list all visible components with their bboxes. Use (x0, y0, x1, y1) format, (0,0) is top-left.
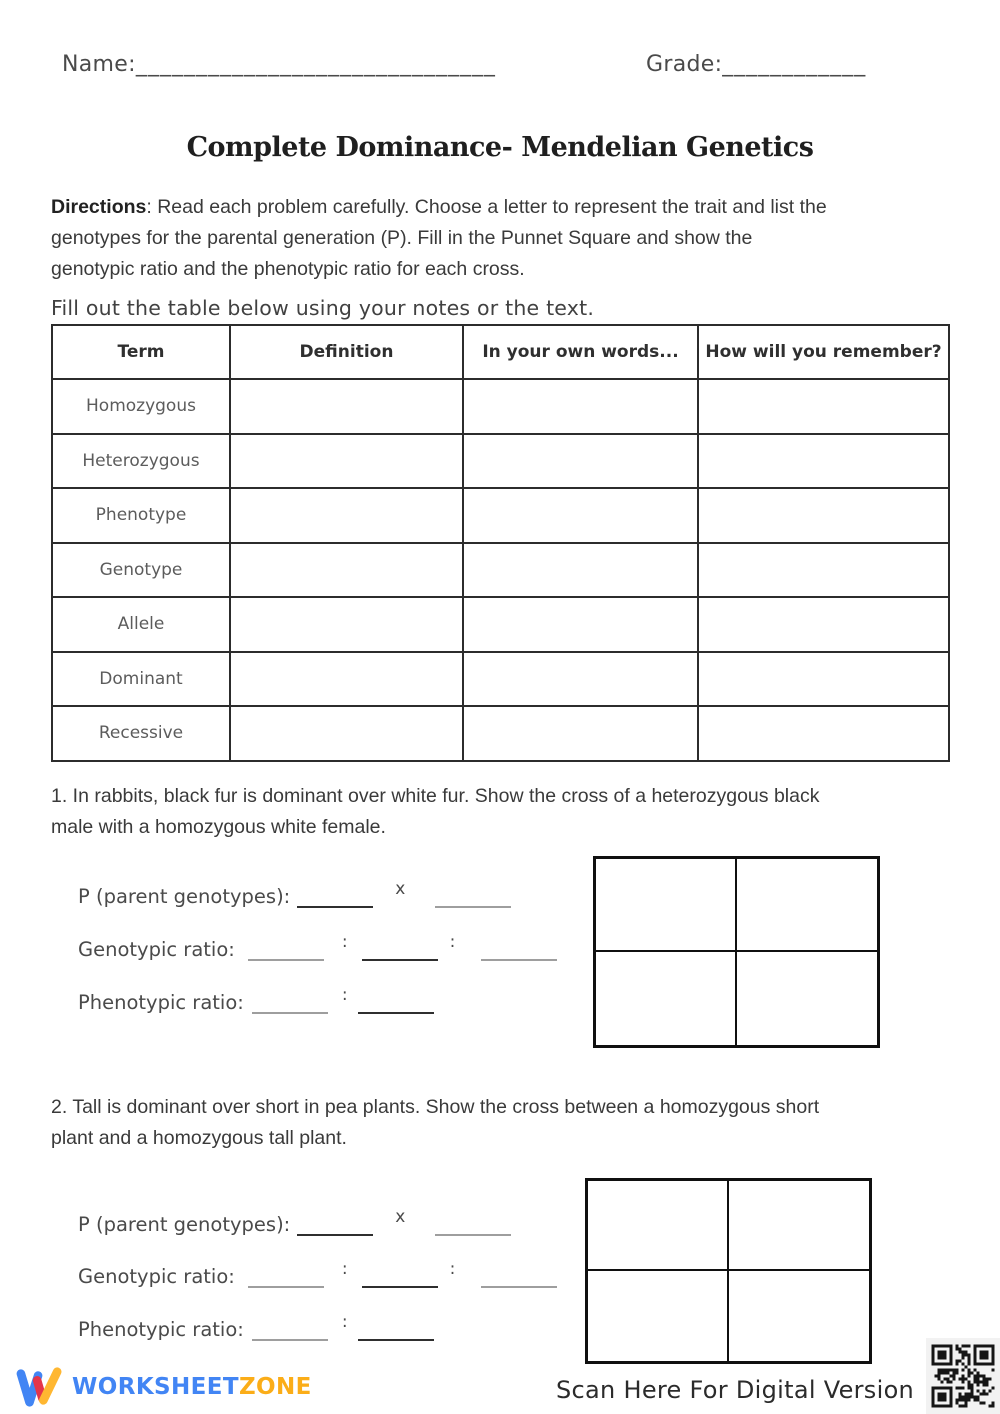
punnett-cell[interactable] (596, 952, 737, 1045)
phenotypic-blank-1[interactable] (252, 990, 328, 1014)
problem-2-line-1: 2. Tall is dominant over short in pea plants. Show the cross between a homozygous short (51, 1096, 820, 1118)
own-words-cell[interactable] (463, 543, 698, 598)
own-words-cell[interactable] (463, 434, 698, 489)
definition-cell[interactable] (230, 652, 463, 707)
punnett-cell[interactable] (729, 1271, 870, 1361)
parent-genotypes-label: P (parent genotypes): (78, 1213, 291, 1236)
genotypic-ratio-label: Genotypic ratio: (78, 938, 235, 961)
logo-w-icon (16, 1366, 64, 1408)
term-cell: Homozygous (52, 379, 230, 434)
remember-cell[interactable] (698, 434, 949, 489)
genotypic-blank-1[interactable] (248, 937, 324, 961)
term-cell: Allele (52, 597, 230, 652)
remember-cell[interactable] (698, 597, 949, 652)
directions-line-3: genotypic ratio and the phenotypic ratio for each cross. (51, 258, 525, 280)
genotypic-blank-2[interactable] (362, 937, 438, 961)
cross-x-symbol: x (395, 1207, 406, 1227)
genotypic-ratio-label: Genotypic ratio: (78, 1265, 235, 1288)
genotypic-blank-3[interactable] (481, 1264, 557, 1288)
ratio-colon: : (341, 985, 348, 1005)
punnett-cell[interactable] (729, 1181, 870, 1271)
brand-zone: ZONE (238, 1374, 312, 1400)
problem-1-parent-row (78, 879, 511, 908)
terms-table (51, 324, 950, 762)
own-words-cell[interactable] (463, 706, 698, 761)
problem-2-line-2: plant and a homozygous tall plant. (51, 1127, 347, 1149)
page-title: Complete Dominance- Mendelian Genetics (186, 132, 814, 163)
cross-x-symbol: x (395, 879, 406, 899)
problem-1-line-1: 1. In rabbits, black fur is dominant over white fur. Show the cross of a heterozygous black (51, 785, 820, 807)
remember-cell[interactable] (698, 706, 949, 761)
ratio-colon: : (341, 1259, 348, 1279)
term-cell: Heterozygous (52, 434, 230, 489)
definition-cell[interactable] (230, 597, 463, 652)
ratio-colon: : (341, 1312, 348, 1332)
parent-genotypes-label: P (parent genotypes): (78, 885, 291, 908)
worksheet-zone-logo (16, 1366, 312, 1408)
directions-paragraph (51, 192, 971, 285)
problem-1-genotypic-row (78, 932, 557, 961)
own-words-cell[interactable] (463, 488, 698, 543)
directions-line-1 (51, 192, 971, 223)
punnett-cell[interactable] (588, 1181, 729, 1271)
grade-blank-line[interactable]: ____________ (722, 52, 867, 77)
ratio-colon: : (449, 1259, 456, 1279)
table-row (52, 379, 949, 434)
own-words-cell[interactable] (463, 379, 698, 434)
ratio-colon: : (341, 932, 348, 952)
punnett-square-2 (585, 1178, 872, 1364)
table-row (52, 543, 949, 598)
parent-blank-2[interactable] (435, 884, 511, 908)
problem-1-phenotypic-row (78, 985, 434, 1014)
phenotypic-ratio-label: Phenotypic ratio: (78, 1318, 244, 1341)
parent-blank-1[interactable] (297, 884, 373, 908)
table-row (52, 597, 949, 652)
definition-cell[interactable] (230, 379, 463, 434)
column-header-definition: Definition (230, 325, 463, 379)
column-header-remember: How will you remember? (698, 325, 949, 379)
directions-line-1-rest: : Read each problem carefully. Choose a letter to represent the trait and list the (146, 196, 827, 218)
column-header-own-words: In your own words... (463, 325, 698, 379)
punnett-cell[interactable] (737, 859, 878, 952)
column-header-term: Term (52, 325, 230, 379)
genotypic-blank-2[interactable] (362, 1264, 438, 1288)
brand-text (72, 1374, 312, 1400)
problem-2-genotypic-row (78, 1259, 557, 1288)
table-intro: Fill out the table below using your notes or the text. (51, 296, 595, 320)
punnett-cell[interactable] (596, 859, 737, 952)
name-blank-line[interactable]: ______________________________ (135, 52, 496, 77)
definition-cell[interactable] (230, 706, 463, 761)
table-row (52, 652, 949, 707)
parent-blank-1[interactable] (297, 1212, 373, 1236)
name-field (62, 52, 496, 77)
punnett-cell[interactable] (588, 1271, 729, 1361)
problem-2-text (51, 1092, 981, 1154)
genotypic-blank-1[interactable] (248, 1264, 324, 1288)
grade-field (646, 52, 866, 77)
phenotypic-ratio-label: Phenotypic ratio: (78, 991, 244, 1014)
punnett-square-1 (593, 856, 880, 1048)
ratio-colon: : (449, 932, 456, 952)
phenotypic-blank-2[interactable] (358, 1317, 434, 1341)
table-row (52, 434, 949, 489)
genotypic-blank-3[interactable] (481, 937, 557, 961)
grade-label: Grade: (646, 52, 723, 77)
term-cell: Genotype (52, 543, 230, 598)
term-cell: Dominant (52, 652, 230, 707)
problem-2-phenotypic-row (78, 1312, 434, 1341)
problem-1-text (51, 781, 971, 843)
term-cell: Phenotype (52, 488, 230, 543)
remember-cell[interactable] (698, 543, 949, 598)
remember-cell[interactable] (698, 379, 949, 434)
term-cell: Recessive (52, 706, 230, 761)
directions-label: Directions (51, 196, 147, 218)
directions-line-2: genotypes for the parental generation (P). Fill in the Punnet Square and show the (51, 227, 753, 249)
qr-code (926, 1338, 1000, 1414)
own-words-cell[interactable] (463, 652, 698, 707)
definition-cell[interactable] (230, 488, 463, 543)
problem-2-parent-row (78, 1207, 511, 1236)
parent-blank-2[interactable] (435, 1212, 511, 1236)
definition-cell[interactable] (230, 543, 463, 598)
remember-cell[interactable] (698, 488, 949, 543)
problem-1-line-2: male with a homozygous white female. (51, 816, 386, 838)
table-header-row (52, 325, 949, 379)
punnett-cell[interactable] (737, 952, 878, 1045)
definition-cell[interactable] (230, 434, 463, 489)
own-words-cell[interactable] (463, 597, 698, 652)
phenotypic-blank-1[interactable] (252, 1317, 328, 1341)
scan-here-text: Scan Here For Digital Version (556, 1376, 915, 1404)
name-label: Name: (62, 52, 136, 77)
table-row (52, 488, 949, 543)
phenotypic-blank-2[interactable] (358, 990, 434, 1014)
brand-worksheet: WORKSHEET (72, 1374, 239, 1400)
table-row (52, 706, 949, 761)
remember-cell[interactable] (698, 652, 949, 707)
